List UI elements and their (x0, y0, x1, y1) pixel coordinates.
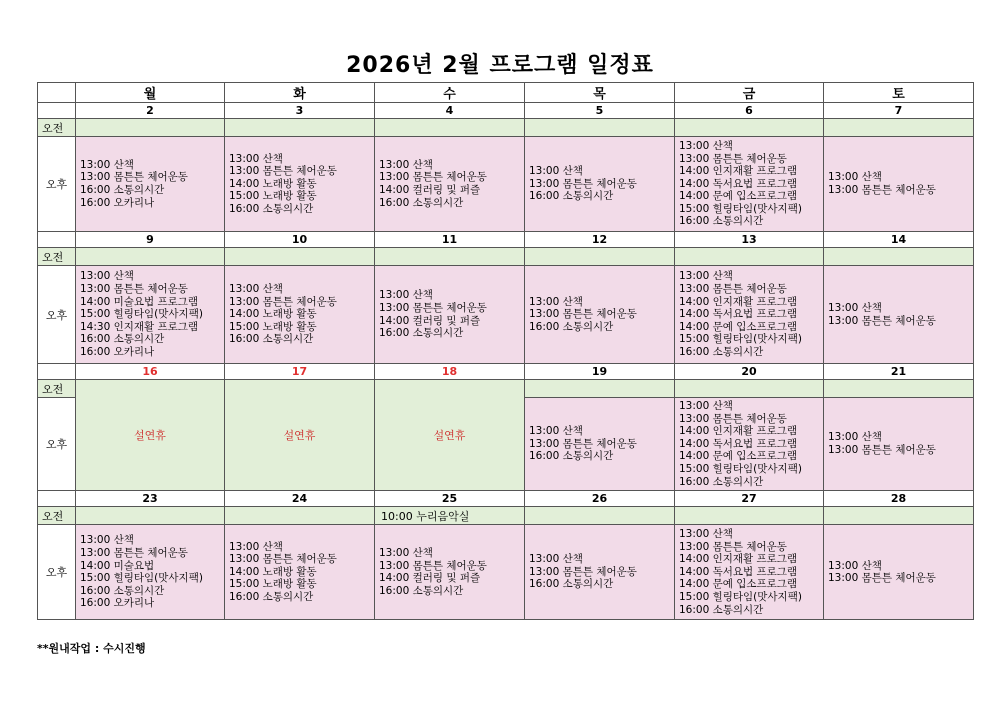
activity-item: 13:00 몸튼튼 체어운동 (379, 171, 487, 184)
date-cell: 26 (525, 491, 675, 507)
am-cell (824, 507, 974, 525)
pm-cell (225, 266, 375, 364)
activity-item: 13:00 몸튼튼 체어운동 (529, 437, 637, 450)
activity-item: 14:00 독서요법 프로그램 (679, 177, 798, 190)
activity-item: 14:00 컬러링 및 퍼즐 (379, 184, 481, 196)
am-cell (675, 248, 824, 266)
activity-item: 15:00 힐링타임(맛사지팩) (80, 572, 203, 585)
date-cell: 21 (824, 364, 974, 380)
day-header-sat: 토 (824, 83, 974, 103)
date-cell: 7 (824, 103, 974, 119)
activity-item: 13:00 산책 (379, 289, 433, 302)
date-cell: 27 (675, 491, 824, 507)
activity-item: 13:00 산책 (828, 431, 882, 444)
am-label: 오전 (38, 119, 76, 137)
activity-item: 14:00 독서요법 프로그램 (679, 565, 798, 578)
activity-item: 13:00 산책 (379, 158, 433, 171)
am-label: 오전 (38, 507, 76, 525)
holiday-cell: 설연휴 (225, 380, 375, 491)
am-cell (76, 248, 225, 266)
pm-cell (76, 525, 225, 620)
pm-cell (375, 266, 525, 364)
activity-item: 16:00 오카리나 (80, 345, 155, 358)
date-cell: 2 (76, 103, 225, 119)
pm-cell (375, 137, 525, 232)
am-cell (76, 507, 225, 525)
pm-cell (824, 137, 974, 232)
activity-item: 13:00 몸튼튼 체어운동 (229, 295, 337, 308)
activity-item: 13:00 산책 (80, 534, 134, 547)
am-cell (225, 507, 375, 525)
activity-item: 15:00 힐링타임(맛사지팩) (679, 591, 802, 604)
activity-item: 14:00 노래방 활동 (229, 177, 317, 190)
date-cell: 9 (76, 232, 225, 248)
date-cell: 14 (824, 232, 974, 248)
date-cell-holiday: 16 (76, 364, 225, 380)
activity-item: 16:00 소통의시간 (229, 333, 314, 346)
activity-item: 15:00 힐링타임(맛사지팩) (679, 333, 802, 346)
day-header-tue: 화 (225, 83, 375, 103)
holiday-cell: 설연휴 (76, 380, 225, 491)
activity-item: 16:00 소통의시간 (80, 184, 165, 196)
activity-item: 13:00 몸튼튼 체어운동 (679, 412, 787, 425)
date-row-spacer (38, 103, 76, 119)
activity-item: 16:00 소통의시간 (229, 202, 314, 215)
activity-item: 14:00 문예 입소프로그램 (679, 578, 798, 591)
pm-cell (76, 266, 225, 364)
date-cell: 6 (675, 103, 824, 119)
date-cell: 11 (375, 232, 525, 248)
activity-item: 13:00 몸튼튼 체어운동 (80, 546, 188, 559)
activity-item: 16:00 소통의시간 (529, 450, 614, 463)
pm-cell (675, 266, 824, 364)
activity-item: 13:00 산책 (828, 171, 882, 184)
pm-cell (824, 398, 974, 491)
day-header-wed: 수 (375, 83, 525, 103)
activity-item: 16:00 소통의시간 (679, 475, 764, 488)
activity-item: 16:00 오카리나 (80, 196, 155, 209)
pm-cell (525, 398, 675, 491)
date-cell-holiday: 18 (375, 364, 525, 380)
date-cell: 4 (375, 103, 525, 119)
activity-item: 13:00 산책 (229, 152, 283, 165)
page-title: 2026년 2월 프로그램 일정표 (346, 53, 654, 78)
activity-item: 15:00 힐링타임(맛사지팩) (679, 462, 802, 475)
activity-item: 13:00 산책 (679, 270, 733, 283)
activity-item: 13:00 산책 (679, 139, 733, 152)
activity-item: 16:00 소통의시간 (379, 327, 464, 340)
activity-item: 16:00 소통의시간 (529, 578, 614, 591)
activity-item: 13:00 산책 (229, 540, 283, 553)
activity-item: 14:00 미술요법 프로그램 (80, 295, 199, 308)
activity-item: 16:00 오카리나 (80, 597, 155, 610)
date-cell: 5 (525, 103, 675, 119)
activity-item: 13:00 산책 (679, 528, 733, 541)
holiday-cell: 설연휴 (375, 380, 525, 491)
am-cell (675, 119, 824, 137)
activity-item: 15:00 노래방 활동 (229, 190, 317, 203)
am-cell (525, 507, 675, 525)
activity-item: 15:00 노래방 활동 (229, 320, 317, 333)
pm-cell (76, 137, 225, 232)
pm-label: 오후 (38, 525, 76, 620)
activity-item: 14:30 인지재활 프로그램 (80, 320, 199, 333)
activity-item: 13:00 몸튼튼 체어운동 (679, 540, 787, 553)
activity-item: 16:00 소통의시간 (679, 345, 764, 358)
activity-item: 14:00 미술요법 (80, 559, 155, 572)
activity-item: 13:00 몸튼튼 체어운동 (80, 171, 188, 184)
pm-cell (675, 398, 824, 491)
activity-item: 16:00 소통의시간 (80, 333, 165, 346)
activity-item: 13:00 산책 (828, 301, 882, 314)
activity-item: 13:00 산책 (229, 283, 283, 296)
activity-item: 13:00 몸튼튼 체어운동 (229, 165, 337, 178)
pm-cell (375, 525, 525, 620)
am-cell (525, 119, 675, 137)
activity-item: 13:00 몸튼튼 체어운동 (828, 572, 936, 585)
activity-item: 16:00 소통의시간 (679, 215, 764, 228)
date-cell: 24 (225, 491, 375, 507)
activity-item: 14:00 문예 입소프로그램 (679, 450, 798, 463)
date-cell: 20 (675, 364, 824, 380)
date-cell: 19 (525, 364, 675, 380)
activity-item: 16:00 소통의시간 (80, 584, 165, 597)
pm-cell (675, 137, 824, 232)
date-cell: 13 (675, 232, 824, 248)
date-cell: 3 (225, 103, 375, 119)
activity-item: 13:00 몸튼튼 체어운동 (828, 314, 936, 327)
date-cell-holiday: 17 (225, 364, 375, 380)
am-cell (675, 380, 824, 398)
am-cell (375, 119, 525, 137)
pm-cell (824, 525, 974, 620)
activity-item: 13:00 몸튼튼 체어운동 (379, 559, 487, 572)
activity-item: 13:00 산책 (529, 425, 583, 438)
am-cell (675, 507, 824, 525)
schedule-table (37, 82, 974, 620)
am-cell (76, 119, 225, 137)
activity-item: 14:00 노래방 활동 (229, 308, 317, 321)
am-label: 오전 (38, 380, 76, 398)
activity-item: 14:00 노래방 활동 (229, 565, 317, 578)
activity-item: 14:00 독서요법 프로그램 (679, 437, 798, 450)
am-cell (824, 119, 974, 137)
activity-item: 14:00 컬러링 및 퍼즐 (379, 314, 481, 327)
am-label: 오전 (38, 248, 76, 266)
activity-item: 13:00 몸튼튼 체어운동 (828, 184, 936, 196)
am-cell (824, 248, 974, 266)
activity-item: 13:00 몸튼튼 체어운동 (529, 565, 637, 578)
am-cell-event: 10:00 누리음악실 (375, 507, 525, 525)
activity-item: 15:00 힐링타임(맛사지팩) (80, 308, 203, 321)
date-row-spacer (38, 491, 76, 507)
pm-cell (525, 266, 675, 364)
date-cell: 25 (375, 491, 525, 507)
am-cell (824, 380, 974, 398)
activity-item: 14:00 컬러링 및 퍼즐 (379, 572, 481, 585)
activity-item: 13:00 몸튼튼 체어운동 (529, 308, 637, 321)
activity-item: 14:00 독서요법 프로그램 (679, 308, 798, 321)
date-cell: 28 (824, 491, 974, 507)
activity-item: 14:00 문예 입소프로그램 (679, 320, 798, 333)
activity-item: 14:00 인지재활 프로그램 (679, 165, 798, 178)
am-cell (375, 248, 525, 266)
activity-item: 16:00 소통의시간 (379, 584, 464, 597)
activity-item: 13:00 산책 (529, 165, 583, 178)
pm-label: 오후 (38, 266, 76, 364)
date-cell: 23 (76, 491, 225, 507)
pm-cell (675, 525, 824, 620)
date-cell: 10 (225, 232, 375, 248)
am-cell (525, 248, 675, 266)
day-header-fri: 금 (675, 83, 824, 103)
activity-item: 13:00 산책 (679, 400, 733, 412)
activity-item: 13:00 몸튼튼 체어운동 (80, 283, 188, 296)
date-row-spacer (38, 364, 76, 380)
date-row-spacer (38, 232, 76, 248)
pm-cell (225, 137, 375, 232)
activity-item: 13:00 산책 (828, 559, 882, 572)
corner-cell (38, 83, 76, 103)
activity-item: 16:00 소통의시간 (379, 196, 464, 209)
footnote: **원내작업 : 수시진행 (37, 642, 146, 655)
activity-item: 13:00 산책 (529, 295, 583, 308)
activity-item: 14:00 문예 입소프로그램 (679, 190, 798, 203)
am-cell (225, 119, 375, 137)
activity-item: 13:00 몸튼튼 체어운동 (679, 152, 787, 165)
am-cell (225, 248, 375, 266)
activity-item: 13:00 몸튼튼 체어운동 (529, 177, 637, 190)
day-header-thu: 목 (525, 83, 675, 103)
am-cell (525, 380, 675, 398)
pm-label: 오후 (38, 137, 76, 232)
activity-item: 14:00 인지재활 프로그램 (679, 425, 798, 438)
pm-cell (225, 525, 375, 620)
activity-item: 14:00 인지재활 프로그램 (679, 553, 798, 566)
pm-cell (525, 525, 675, 620)
pm-cell (824, 266, 974, 364)
activity-item: 16:00 소통의시간 (679, 603, 764, 616)
activity-item: 13:00 몸튼튼 체어운동 (379, 301, 487, 314)
pm-cell (525, 137, 675, 232)
activity-item: 13:00 산책 (80, 158, 134, 171)
activity-item: 16:00 소통의시간 (229, 591, 314, 604)
day-header-mon: 월 (76, 83, 225, 103)
activity-item: 13:00 산책 (379, 546, 433, 559)
activity-item: 15:00 힐링타임(맛사지팩) (679, 202, 802, 215)
date-cell: 12 (525, 232, 675, 248)
activity-item: 14:00 인지재활 프로그램 (679, 295, 798, 308)
activity-item: 15:00 노래방 활동 (229, 578, 317, 591)
activity-item: 16:00 소통의시간 (529, 190, 614, 203)
pm-label: 오후 (38, 398, 76, 491)
activity-item: 13:00 산책 (80, 270, 134, 283)
activity-item: 13:00 산책 (529, 553, 583, 566)
activity-item: 16:00 소통의시간 (529, 320, 614, 333)
activity-item: 13:00 몸튼튼 체어운동 (679, 283, 787, 296)
activity-item: 13:00 몸튼튼 체어운동 (229, 553, 337, 566)
activity-item: 13:00 몸튼튼 체어운동 (828, 444, 936, 457)
